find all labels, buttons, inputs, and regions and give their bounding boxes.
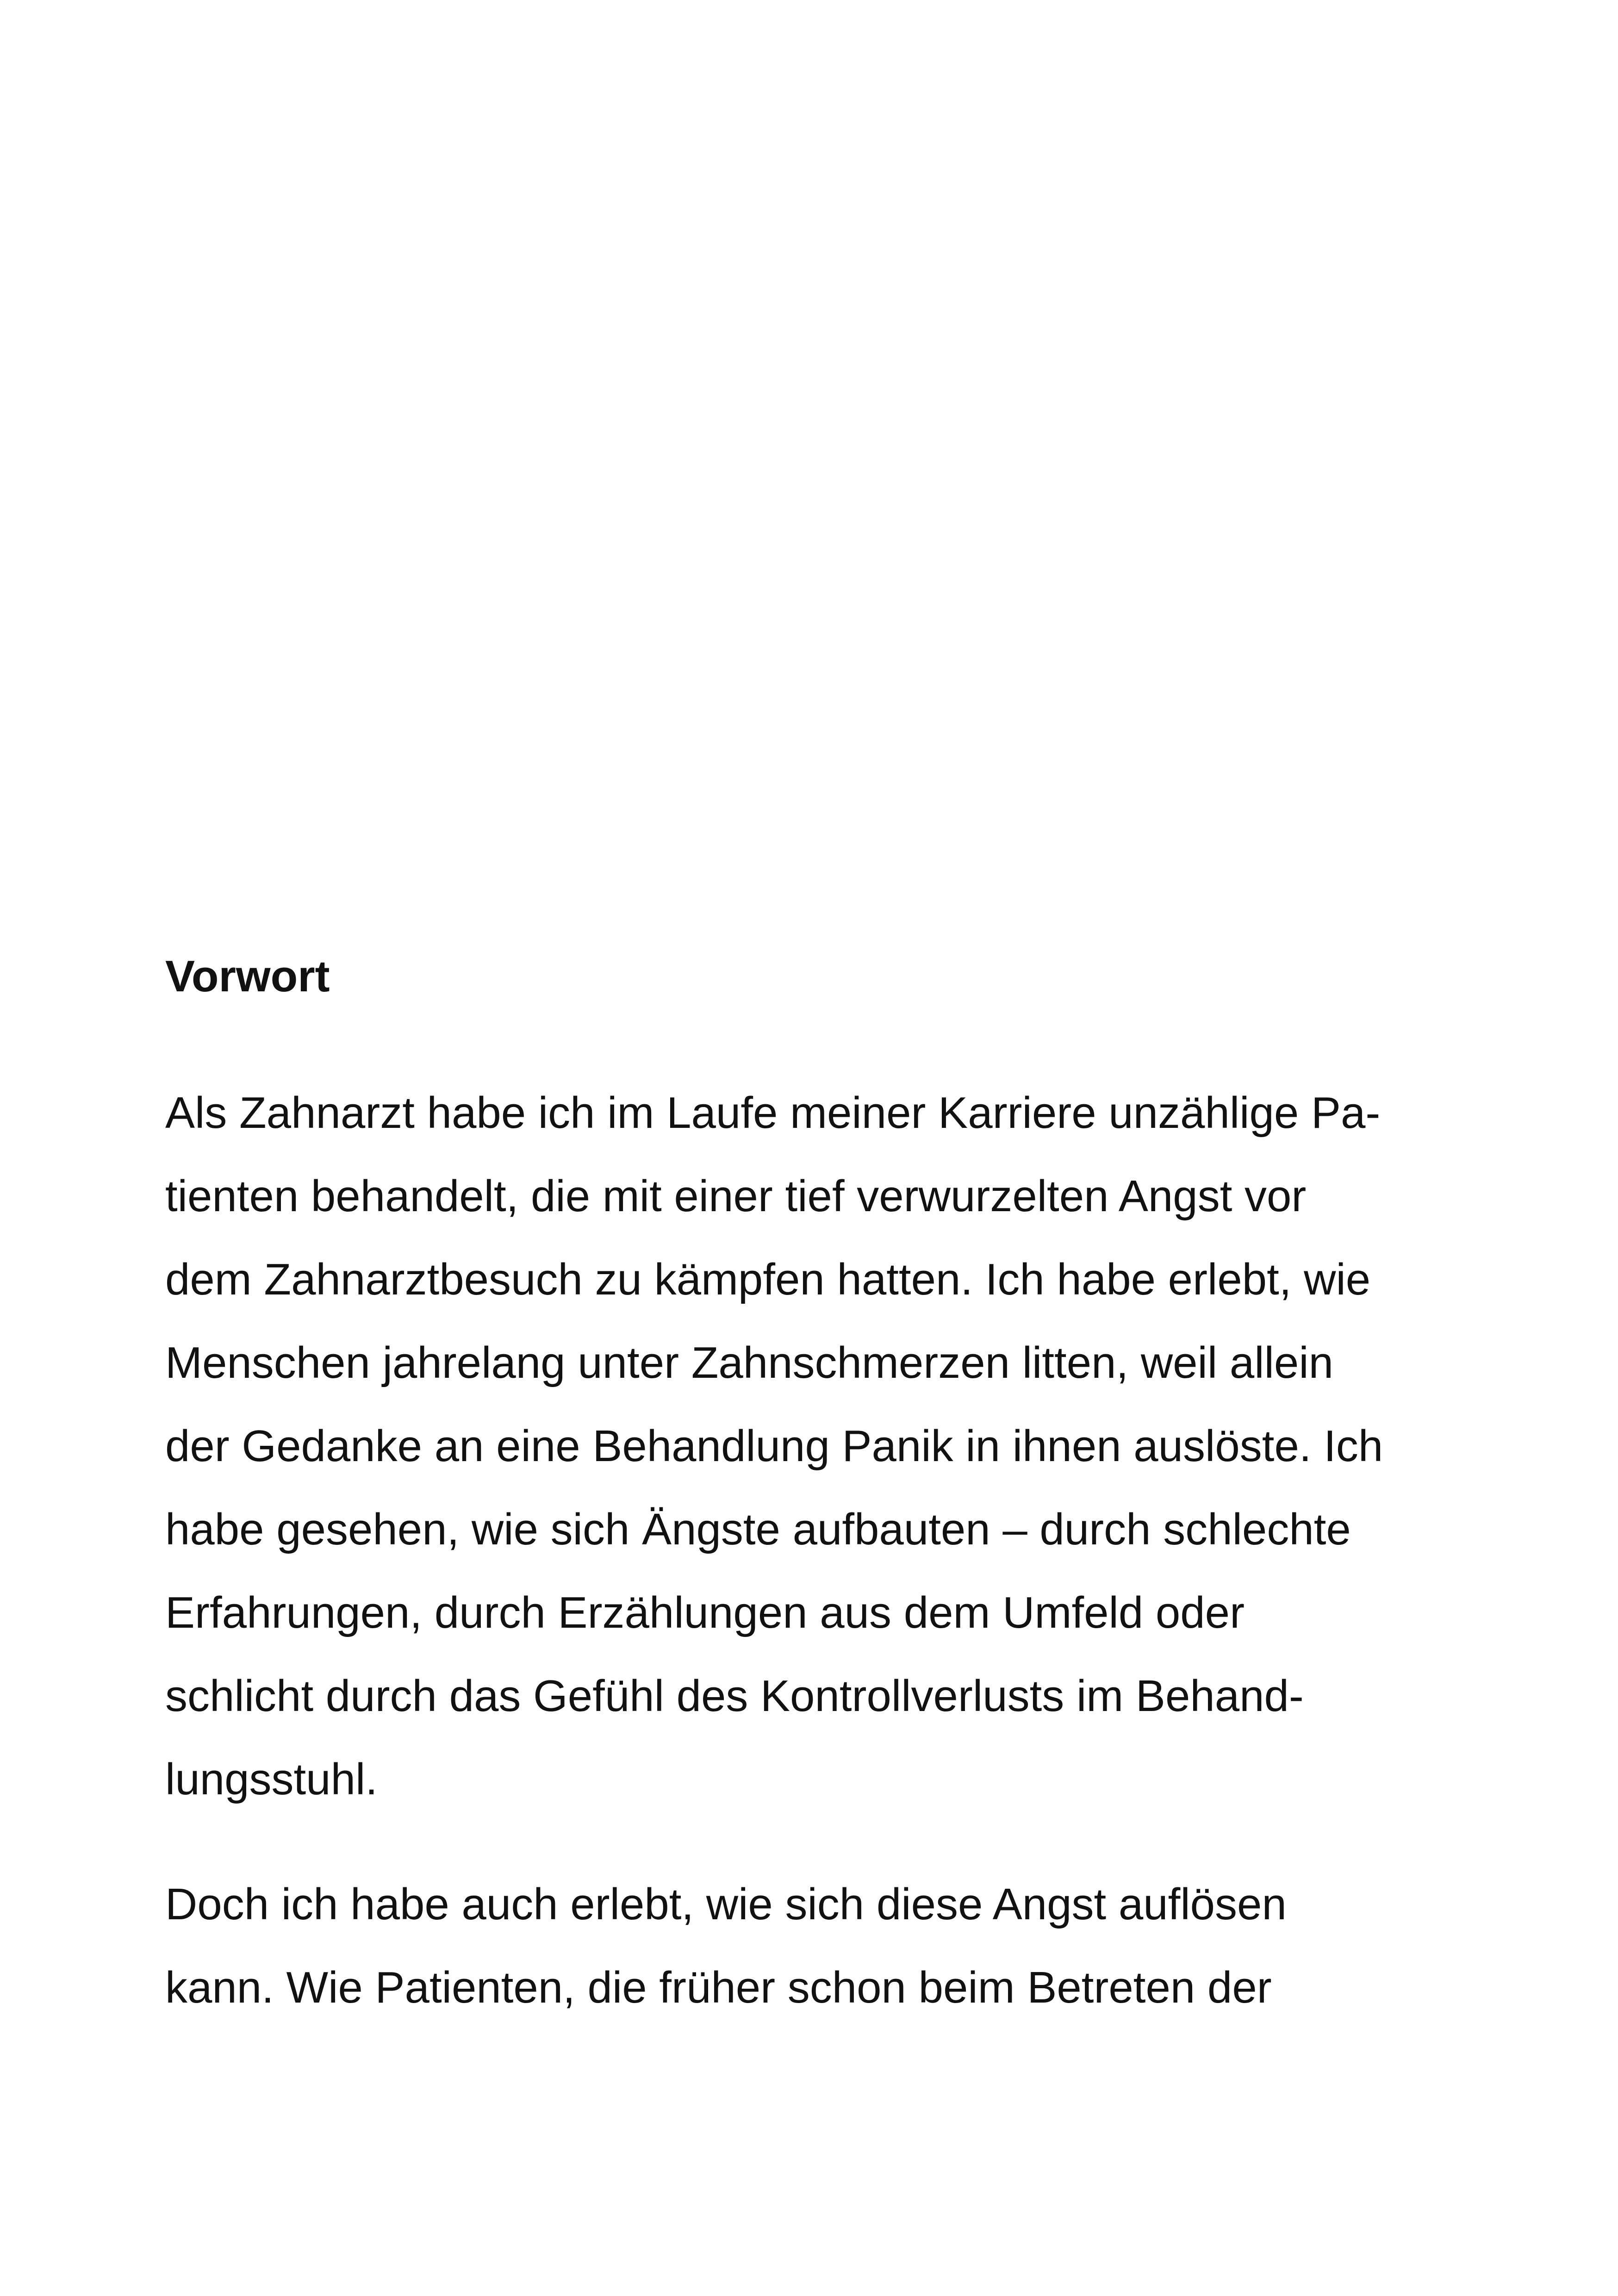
page-content	[165, 935, 1461, 2029]
text-line: der Gedanke an eine Behandlung Panik in ihnen auslöste. Ich	[165, 1421, 1383, 1471]
text-line: Doch ich habe auch erlebt, wie sich diese Angst auflösen	[165, 1879, 1287, 1929]
paragraph-1	[165, 1071, 1461, 1821]
text-line: dem Zahnarztbesuch zu kämpfen hatten. Ich habe erlebt, wie	[165, 1255, 1371, 1304]
section-heading: Vorwort	[165, 952, 330, 1001]
text-line: Menschen jahrelang unter Zahnschmerzen litten, weil allein	[165, 1338, 1334, 1388]
paragraph-2	[165, 1863, 1461, 2029]
text-line: schlicht durch das Gefühl des Kontrollverlusts im Behand-	[165, 1671, 1304, 1721]
text-line: lungsstuhl.	[165, 1755, 378, 1804]
text-line: habe gesehen, wie sich Ängste aufbauten – durch schlechte	[165, 1505, 1351, 1554]
text-line: Erfahrungen, durch Erzählungen aus dem Umfeld oder	[165, 1588, 1245, 1637]
text-line: kann. Wie Patienten, die früher schon beim Betreten der	[165, 1963, 1272, 2012]
text-line: Als Zahnarzt habe ich im Laufe meiner Karriere unzählige Pa-	[165, 1088, 1381, 1138]
text-line: tienten behandelt, die mit einer tief verwurzelten Angst vor	[165, 1171, 1307, 1221]
